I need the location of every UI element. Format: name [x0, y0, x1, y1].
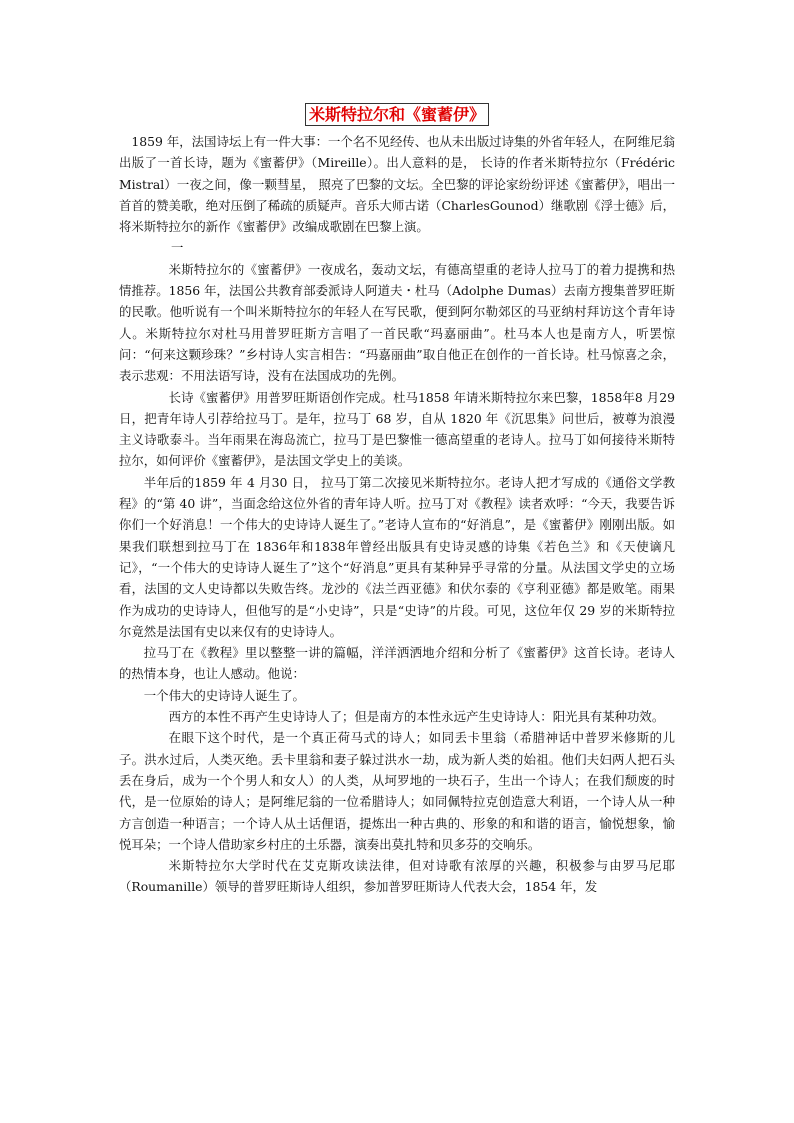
- title-wrapper: [119, 103, 675, 129]
- quote-paragraph: 在眼下这个时代，是一个真正荷马式的诗人；如同丢卡里翁（希腊神话中普罗米修斯的儿子。洪水过后，人类灭绝。丢卡里翁和妻子躲过洪水一劫，成为新人类的始祖。他们夫妇两人把石头丢在身后，成为一个个男人和女人）的人类，从坷罗地的一块石子，生出一个诗人；在我们颓废的时代，是一位原始的诗人；是阿维尼翁的一位希腊诗人；如同佩特拉克创造意大利语，一个诗人从一种方言创造一种语言；一个诗人从土话俚语，提炼出一种古典的、形象的和和谐的语言，愉悦想象，愉悦耳朵；一个诗人借助家乡村庄的土乐器，演奏出莫扎特和贝多芬的交响乐。: [119, 730, 675, 852]
- document-body: [119, 131, 675, 898]
- document-title: 米斯特拉尔和《蜜蓄伊》: [305, 103, 489, 126]
- quote-line: 一个伟大的史诗诗人诞生了。: [143, 687, 305, 703]
- quote-paragraph: 西方的本性不再产生史诗诗人了；但是南方的本性永远产生史诗诗人：阳光具有某种功效。: [168, 709, 665, 725]
- paragraph: 拉马丁在《教程》里以整整一讲的篇幅，洋洋洒洒地介绍和分析了《蜜蓄伊》这首长诗。老诗人的热情本身，也让人感动。他说：: [119, 645, 675, 682]
- paragraph: 半年后的1859 年 4 月30 日， 拉马丁第二次接见米斯特拉尔。老诗人把才写成的《通俗文学教程》的“第 40 讲”，当面念给这位外省的青年诗人听。拉马丁对《教程》读者欢呼：“今天，我要告诉你们一个好消息！一个伟大的史诗诗人诞生了。”老诗人宣布的“好消息”，是《蜜蓄伊》刚刚出版。如果我们联想到拉马丁在 1836年和1838年曾经出版具有史诗灵感的诗集《若色兰》和《天使谪凡记》，“一个伟大的史诗诗人诞生了”这个“好消息”更具有某种异乎寻常的分量。从法国文学史的立场看，法国的文人史诗都以失败告终。龙沙的《法兰西亚德》和伏尔泰的《亨利亚德》都是败笔。雨果作为成功的史诗诗人，但他写的是“小史诗”，只是“史诗”的片段。可见，这位年仅 29 岁的米斯特拉尔竟然是法国有史以来仅有的史诗诗人。: [119, 474, 675, 639]
- section-number: 一: [171, 240, 184, 256]
- document-page: [119, 0, 675, 898]
- paragraph: 长诗《蜜蓄伊》用普罗旺斯语创作完成。杜马1858 年请米斯特拉尔来巴黎，1858年8 月29日，把青年诗人引荐给拉马丁。是年，拉马丁 68 岁，自从 1820 年《沉思集》问世后，被尊为浪漫主义诗歌泰斗。当年雨果在海岛流亡，拉马丁是巴黎惟一德高望重的老诗人。拉马丁如何接待米斯特拉尔，如何评价《蜜蓄伊》，是法国文学史上的美谈。: [119, 389, 675, 469]
- paragraph-intro: 1859 年，法国诗坛上有一件大事：一个名不见经传、也从未出版过诗集的外省年轻人，在阿维尼翁出版了一首长诗，题为《蜜蓄伊》（Mireille）。出人意料的是， 长诗的作者米斯特拉尔（Frédéric Mistral）一夜之间，像一颗彗星， 照亮了巴黎的文坛。全巴黎的评论家纷纷评述《蜜蓄伊》，唱出一首首的赞美歌，绝对压倒了稀疏的质疑声。音乐大师古诺（CharlesGounod）继歌剧《浮士德》后，将米斯特拉尔的新作《蜜蓄伊》改编成歌剧在巴黎上演。: [119, 134, 675, 235]
- paragraph: 米斯特拉尔的《蜜蓄伊》一夜成名，轰动文坛，有德高望重的老诗人拉马丁的着力提携和热情推荐。1856 年，法国公共教育部委派诗人阿道夫・杜马（Adolphe Dumas）去南方搜集普罗旺斯的民歌。他听说有一个叫米斯特拉尔的年轻人在写民歌，便到阿尔勒郊区的马亚纳村拜访这个青年诗人。米斯特拉尔对杜马用普罗旺斯方言唱了一首民歌“玛嘉丽曲”。杜马本人也是南方人，听罢惊问：“何来这颗珍珠？”乡村诗人实言相告：“玛嘉丽曲”取自他正在创作的一首长诗。杜马惊喜之余，表示悲观：不用法语写诗，没有在法国成功的先例。: [119, 261, 675, 384]
- paragraph: 米斯特拉尔大学时代在艾克斯攻读法律，但对诗歌有浓厚的兴趣，积极参与由罗马尼耶（Roumanille）领导的普罗旺斯诗人组织，参加普罗旺斯诗人代表大会，1854 年，发: [119, 858, 675, 895]
